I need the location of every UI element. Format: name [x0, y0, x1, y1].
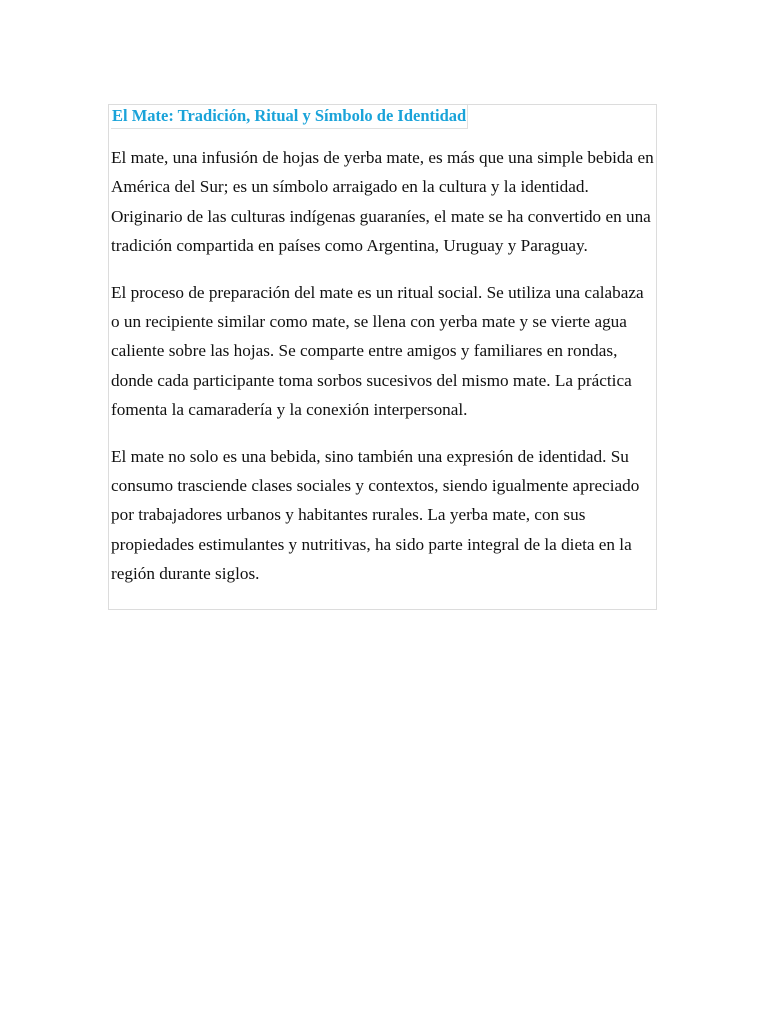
paragraph-3: El mate no solo es una bebida, sino también una expresión de identidad. Su consumo trasciende clases sociales y contextos, siendo igualmente apreciado por trabajadores urbanos y habitantes rurales. La yerba mate, con sus propiedades estimulantes y nutritivas, ha sido parte integral de la dieta en la región durante siglos.	[111, 446, 640, 584]
document-title: El Mate: Tradición, Ritual y Símbolo de Identidad	[111, 105, 468, 129]
text-frame[interactable]	[108, 104, 657, 610]
paragraph-2: El proceso de preparación del mate es un ritual social. Se utiliza una calabaza o un recipiente similar como mate, se llena con yerba mate y se vierte agua caliente sobre las hojas. Se comparte entre amigos y familiares en rondas, donde cada participante toma sorbos sucesivos del mismo mate. La práctica fomenta la camaradería y la conexión interpersonal.	[111, 282, 644, 420]
paragraph-1: El mate, una infusión de hojas de yerba mate, es más que una simple bebida en América del Sur; es un símbolo arraigado en la cultura y la identidad. Originario de las culturas indígenas guaraníes, el mate se ha convertido en una tradición compartida en países como Argentina, Uruguay y Paraguay.	[111, 148, 654, 256]
